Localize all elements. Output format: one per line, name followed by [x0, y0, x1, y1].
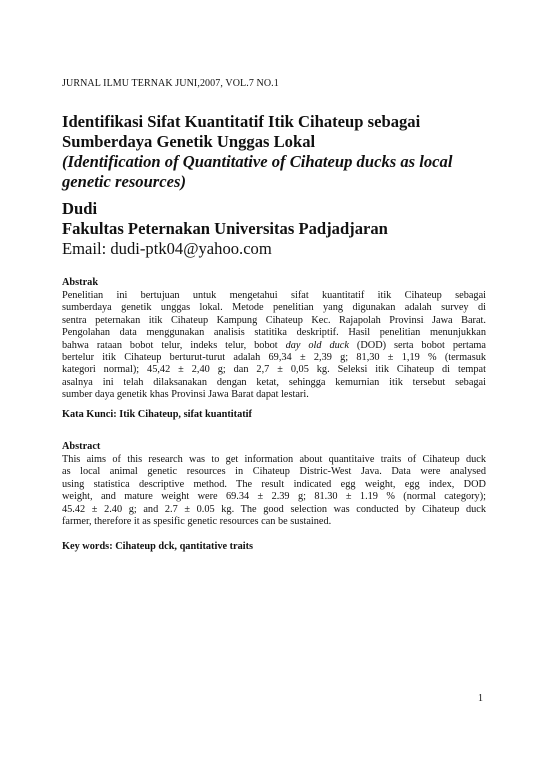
abstract-line: This aims of this research was to get information about quantitaive traits of Cihateup duck [62, 454, 486, 465]
title-line-2: Sumberdaya Genetik Unggas Lokal [62, 132, 316, 151]
journal-header: JURNAL ILMU TERNAK JUNI,2007, VOL.7 NO.1 [62, 78, 279, 89]
author-name: Dudi [62, 199, 98, 218]
abstrak-italic-term: day old duck [285, 339, 349, 351]
abstrak-line: sentra peternakan itik Cihateup Kampung Cihateup Kec. Rajapolah Provinsi Jawa Barat. [62, 314, 486, 326]
key-words: Key words: Cihateup dck, qantitative traits [62, 541, 254, 552]
title-line-3-english: (Identification of Quantitative of Cihateup ducks as local [62, 152, 453, 171]
abstrak-line: sumberdaya genetik unggas lokal. Metode penelitian yang digunakan adalah survey di [62, 302, 486, 314]
abstrak-line: kategori normal); 45,42 ± 2,40 g; dan 2,7 ± 0,05 kg. Seleksi itik Cihateup di tempat [62, 364, 486, 376]
abstrak-line: sumber daya genetik khas Provinsi Jawa Barat dapat lestari. [62, 389, 309, 401]
abstrak-paragraph [62, 290, 486, 402]
abstract-line: 45.42 ± 2.40 g; and 2.7 ± 0.05 kg. The good selection was conducted by Cihateup duck [62, 503, 486, 515]
abstract-heading: Abstract [62, 441, 101, 452]
title-line-4-english: genetic resources) [62, 172, 186, 191]
title-line-1: Identifikasi Sifat Kuantitatif Itik Cihateup sebagai [62, 112, 421, 131]
abstrak-line: bertelur itik Cihateup berturut-turut adalah 69,34 ± 2,39 g; 81,30 ± 1,19 % (termasuk [62, 352, 486, 364]
abstract-line: farmer, therefore it as spesific genetic resources can be sustained. [62, 516, 332, 528]
abstrak-line [62, 340, 486, 352]
abstrak-line-part: (DOD) serta bobot pertama [348, 339, 486, 351]
author-email: Email: dudi-ptk04@yahoo.com [62, 239, 272, 258]
abstract-line: using statistica descriptive method. The result indicated egg weight, egg index, DOD [62, 478, 486, 490]
author-affiliation: Fakultas Peternakan Universitas Padjadjaran [62, 219, 388, 238]
abstrak-line: Penelitian ini bertujuan untuk mengetahui sifat kuantitatif itik Cihateup sebagai [62, 290, 486, 301]
abstrak-line: asalnya ini telah dilaksanakan dengan ketat, sehingga kemurnian itik tersebut sebagai [62, 376, 486, 388]
abstrak-heading: Abstrak [62, 277, 99, 288]
kata-kunci: Kata Kunci: Itik Cihateup, sifat kuantitatif [62, 409, 252, 420]
abstract-paragraph [62, 454, 486, 528]
abstract-line: weight, and mature weight were 69.34 ± 2.39 g; 81.30 ± 1.19 % (normal category); [62, 491, 486, 503]
abstrak-line: Pengolahan data menggunakan analisis statitika deskriptif. Hasil penelitian menunjukkan [62, 327, 486, 339]
page-number: 1 [478, 693, 483, 704]
paper-title [62, 112, 486, 192]
abstract-line: as local animal genetic resources in Cihateup Distric-West Java. Data were analysed [62, 466, 486, 478]
abstrak-line-part: bahwa rataan bobot telur, indeks telur, bobot [62, 339, 286, 351]
